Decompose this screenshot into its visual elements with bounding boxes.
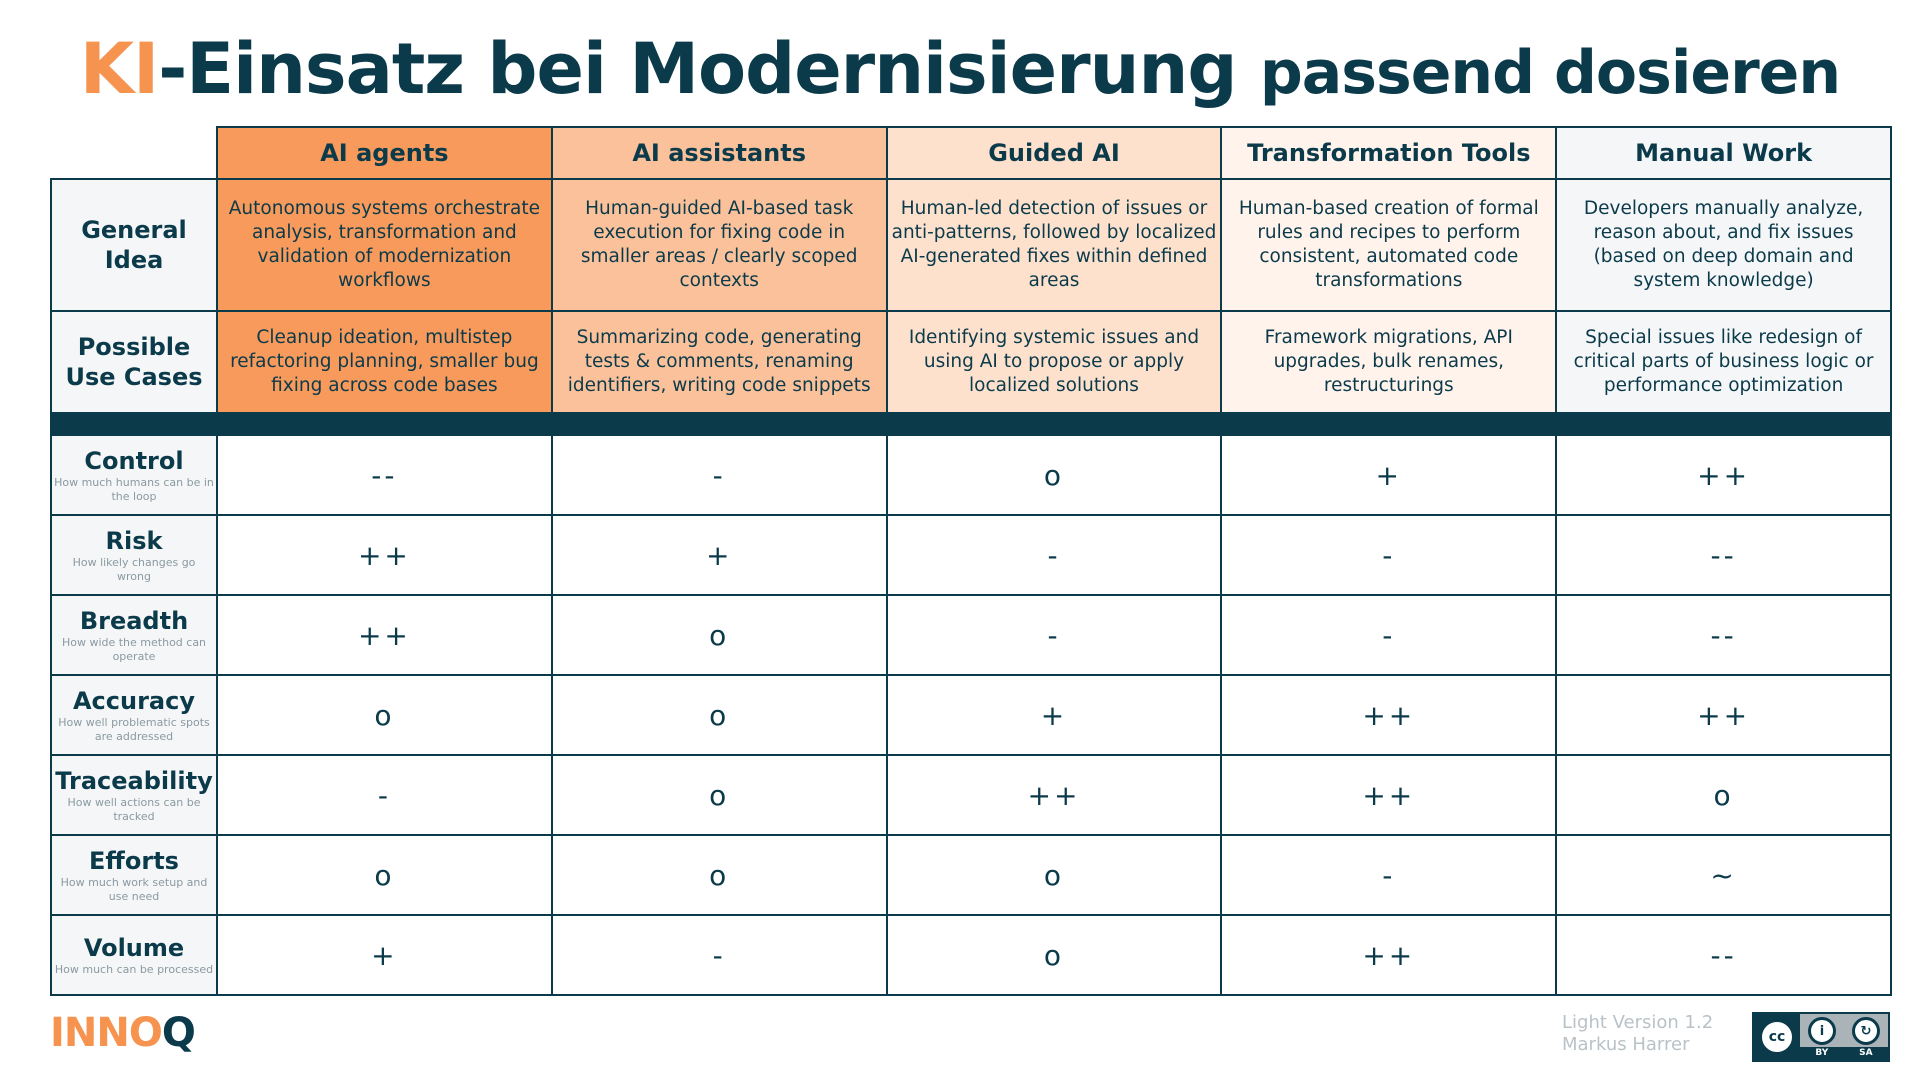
rating-cell: o — [887, 835, 1222, 915]
rating-cell: o — [217, 835, 552, 915]
rating-cell: ++ — [1221, 915, 1556, 995]
rating-cell: - — [1221, 835, 1556, 915]
table-cell: Framework migrations, API upgrades, bulk renames, restructurings — [1221, 311, 1556, 413]
rating-cell: + — [1221, 435, 1556, 515]
table-cell: Identifying systemic issues and using AI to propose or apply localized solutions — [887, 311, 1222, 413]
table-cell: Autonomous systems orchestrate analysis, transformation and validation of modernization workflows — [217, 179, 552, 311]
row-label-text: Risk — [105, 527, 163, 555]
rating-row-breadth — [51, 595, 1891, 675]
title-main: -Einsatz bei Modernisierung — [158, 28, 1237, 110]
row-label-subtitle: How well problematic spots are addressed — [58, 716, 210, 743]
rating-cell: o — [887, 435, 1222, 515]
column-header-guided-ai: Guided AI — [887, 127, 1222, 179]
row-label-subtitle: How wide the method can operate — [61, 636, 207, 663]
rating-cell: o — [552, 675, 887, 755]
rating-cell: ++ — [217, 515, 552, 595]
rating-cell: ++ — [1556, 435, 1891, 515]
row-label-text: Efforts — [89, 847, 179, 875]
row-label-volume — [51, 915, 217, 995]
rating-cell: ++ — [217, 595, 552, 675]
page-title — [0, 28, 1920, 110]
column-header-ai-agents: AI agents — [217, 127, 552, 179]
rating-cell: ++ — [1221, 675, 1556, 755]
row-label-subtitle: How well actions can be tracked — [67, 796, 201, 823]
rating-cell: o — [1556, 755, 1891, 835]
row-label-breadth — [51, 595, 217, 675]
version-label: Light Version 1.2 — [1562, 1012, 1714, 1033]
row-label-subtitle: How likely changes go wrong — [72, 556, 196, 583]
row-label-traceability — [51, 755, 217, 835]
rating-cell: - — [1221, 595, 1556, 675]
row-label-text: Control — [84, 447, 184, 475]
column-header-ai-assistants: AI assistants — [552, 127, 887, 179]
rating-cell: o — [887, 915, 1222, 995]
row-label-subtitle: How much can be processed — [54, 963, 214, 976]
logo-part1: INNO — [50, 1010, 162, 1056]
title-tail: passend dosieren — [1259, 38, 1841, 108]
rating-cell: - — [217, 755, 552, 835]
cc-attribution-panel — [1800, 1014, 1888, 1060]
rating-row-traceability — [51, 755, 1891, 835]
rating-cell: -- — [1556, 515, 1891, 595]
title-accent: KI — [79, 28, 159, 110]
row-label-control — [51, 435, 217, 515]
general-idea-row — [51, 179, 1891, 311]
attribution-icon: i — [1808, 1017, 1836, 1045]
rating-row-accuracy — [51, 675, 1891, 755]
divider-bar — [51, 413, 1891, 435]
author-label: Markus Harrer — [1562, 1034, 1690, 1055]
rating-cell: - — [887, 515, 1222, 595]
footer-meta — [1562, 1012, 1713, 1056]
row-label-text: Volume — [83, 934, 185, 962]
cc-label-strip — [1800, 1047, 1888, 1060]
row-label-general-idea — [51, 179, 217, 311]
rating-cell: + — [217, 915, 552, 995]
innoq-logo — [50, 1010, 195, 1056]
section-divider — [51, 413, 1891, 435]
row-label-subtitle: How much work setup and use need — [60, 876, 208, 903]
column-header-row — [51, 127, 1891, 179]
table-cell: Summarizing code, generating tests & comments, renaming identifiers, writing code snippets — [552, 311, 887, 413]
rating-cell: ~ — [1556, 835, 1891, 915]
row-label-text: Accuracy — [72, 687, 195, 715]
cc-license-badge — [1752, 1012, 1890, 1062]
table-cell: Developers manually analyze, reason about, and fix issues (based on deep domain and system knowledge) — [1556, 179, 1891, 311]
row-label-text: Traceability — [55, 767, 213, 795]
cc-logo-panel — [1754, 1014, 1800, 1060]
logo-part2: Q — [161, 1010, 195, 1056]
table-cell: Human-guided AI-based task execution for fixing code in smaller areas / clearly scoped contexts — [552, 179, 887, 311]
rating-cell: o — [217, 675, 552, 755]
rating-cell: - — [1221, 515, 1556, 595]
rating-cell: -- — [1556, 595, 1891, 675]
rating-cell: -- — [217, 435, 552, 515]
rating-cell: + — [887, 675, 1222, 755]
row-label-text: Possible Use Cases — [65, 333, 203, 391]
rating-cell: - — [887, 595, 1222, 675]
cc-icon-row — [1800, 1017, 1888, 1045]
comparison-table — [50, 126, 1892, 996]
column-header-transformation-tools: Transformation Tools — [1221, 127, 1556, 179]
rating-cell: o — [552, 755, 887, 835]
table-cell: Cleanup ideation, multistep refactoring planning, smaller bug fixing across code bases — [217, 311, 552, 413]
rating-cell: - — [552, 435, 887, 515]
rating-row-efforts — [51, 835, 1891, 915]
row-label-accuracy — [51, 675, 217, 755]
table-cell: Human-led detection of issues or anti-patterns, followed by localized AI-generated fixes within defined areas — [887, 179, 1222, 311]
cc-by-label: BY — [1815, 1048, 1829, 1058]
row-label-text: General Idea — [81, 216, 187, 274]
table-cell: Special issues like redesign of critical parts of business logic or performance optimization — [1556, 311, 1891, 413]
cc-sa-label: SA — [1859, 1048, 1873, 1058]
rating-cell: o — [552, 835, 887, 915]
table-cell: Human-based creation of formal rules and recipes to perform consistent, automated code transformations — [1221, 179, 1556, 311]
rating-cell: + — [552, 515, 887, 595]
rating-cell: - — [552, 915, 887, 995]
rating-cell: ++ — [1221, 755, 1556, 835]
rating-row-volume — [51, 915, 1891, 995]
rating-cell: o — [552, 595, 887, 675]
share-alike-icon: ↻ — [1852, 1017, 1880, 1045]
column-header-manual-work: Manual Work — [1556, 127, 1891, 179]
rating-row-risk — [51, 515, 1891, 595]
use-cases-row — [51, 311, 1891, 413]
row-label-subtitle: How much humans can be in the loop — [54, 476, 214, 503]
table-corner — [51, 127, 217, 179]
rating-cell: ++ — [1556, 675, 1891, 755]
row-label-text: Breadth — [79, 607, 189, 635]
rating-cell: ++ — [887, 755, 1222, 835]
rating-row-control — [51, 435, 1891, 515]
row-label-use-cases — [51, 311, 217, 413]
rating-cell: -- — [1556, 915, 1891, 995]
row-label-risk — [51, 515, 217, 595]
row-label-efforts — [51, 835, 217, 915]
cc-icon: cc — [1759, 1019, 1795, 1055]
